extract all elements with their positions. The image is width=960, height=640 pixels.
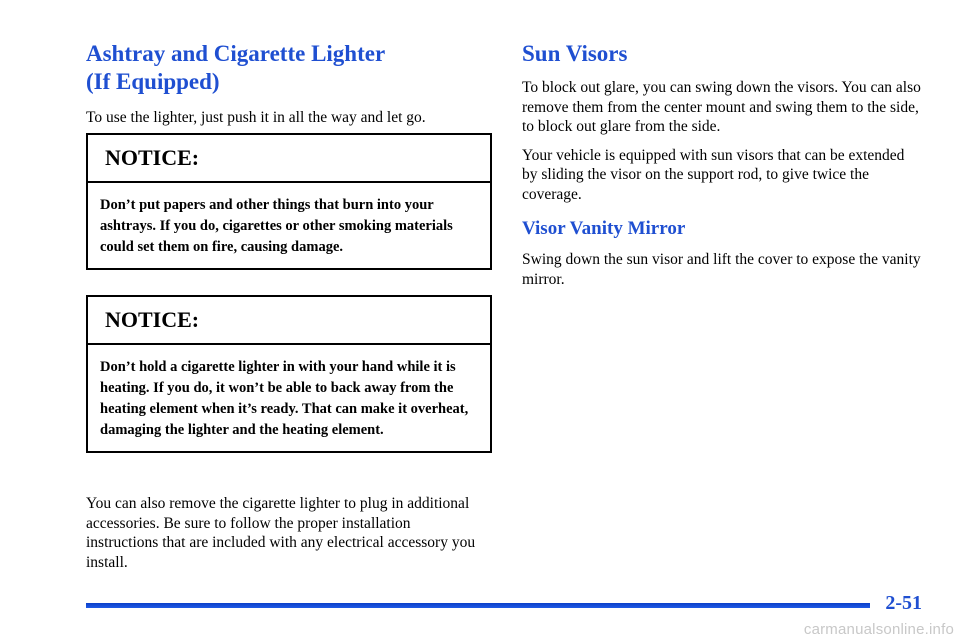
section-title-line1: Ashtray and Cigarette Lighter — [86, 41, 386, 66]
section-title-line2: (If Equipped) — [86, 69, 220, 94]
notice-box-lighter — [86, 295, 492, 453]
lighter-intro-text: To use the lighter, just push it in all the way and let go. — [86, 109, 426, 126]
notice-heading: NOTICE: — [88, 135, 490, 183]
right-column — [522, 40, 922, 289]
section-title-ashtray — [86, 40, 492, 96]
lighter-accessories-text: You can also remove the cigarette lighter to plug in additional accessories. Be sure to follow the proper installation instructions that are included with any electrical accessory you install. — [86, 495, 476, 571]
vanity-mirror-paragraph: Swing down the sun visor and lift the cover to expose the vanity mirror. — [522, 251, 921, 288]
notice-box-ashtrays — [86, 133, 492, 270]
notice-body-text: Don’t put papers and other things that burn into your ashtrays. If you do, cigarettes or other smoking materials could set them on fire, causing damage. — [100, 197, 453, 255]
section-title-sun-visors: Sun Visors — [522, 41, 628, 66]
page-number: 2-51 — [885, 592, 922, 614]
sun-visor-paragraph-2: Your vehicle is equipped with sun visors that can be extended by sliding the visor on the support rod, to give twice the coverage. — [522, 146, 905, 203]
sun-visor-paragraph-1: To block out glare, you can swing down the visors. You can also remove them from the center mount and swing them to the side, to block out glare from the side. — [522, 79, 921, 135]
left-column — [86, 40, 492, 128]
subsection-title-vanity-mirror: Visor Vanity Mirror — [522, 218, 686, 239]
notice-heading: NOTICE: — [88, 297, 490, 345]
notice-body-text: Don’t hold a cigarette lighter in with your hand while it is heating. If you do, it won’t be able to back away from the heating element when it’s ready. That can make it overheat, damaging the lighter and the heating element. — [100, 359, 469, 438]
watermark: carmanualsonline.info — [803, 621, 954, 638]
footer-rule — [86, 603, 870, 608]
